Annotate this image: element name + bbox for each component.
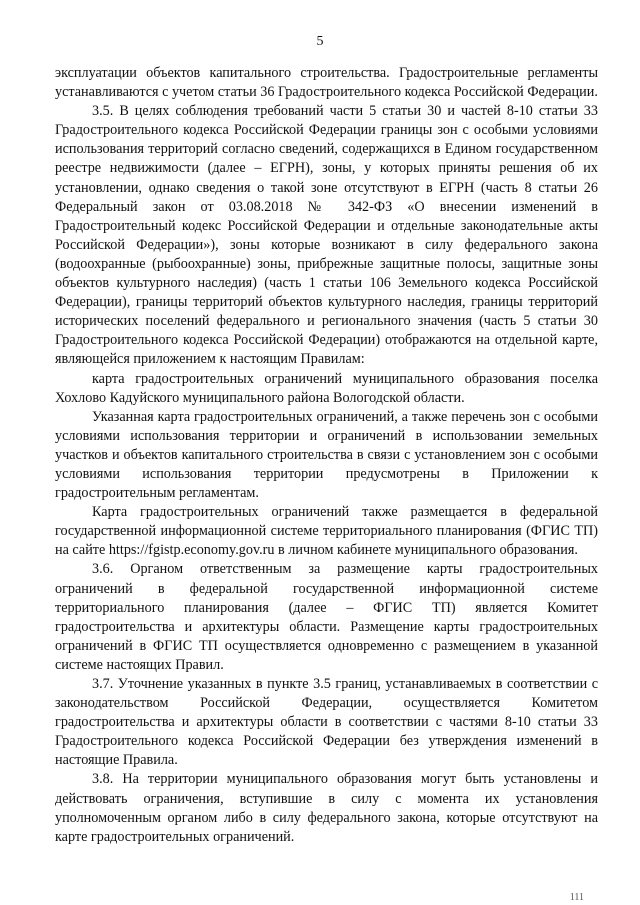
paragraph-map-description: Указанная карта градостроительных ограничений, а также перечень зон с особыми условиями использования территории и ограничений в использовании земельных участков и объектов капитального строительства в связи с установлением зон с особыми условиями использования территории предусмотрены в Приложении к градостроительным регламентам.	[55, 408, 598, 502]
paragraph-map-title: карта градостроительных ограничений муниципального образования поселка Хохлово Кадуйского муниципального района Вологодской области.	[55, 370, 598, 406]
footer-mark: 111	[569, 892, 584, 903]
paragraph-map-fgis: Карта градостроительных ограничений также размещается в федеральной государственной информационной системе территориального планирования (ФГИС ТП) на сайте https://fgistp.economy.gov.ru в личном кабинете муниципального образования.	[55, 504, 598, 559]
document-body	[55, 64, 598, 847]
paragraph-3-8: 3.8. На территории муниципального образования могут быть установлены и действовать ограничения, вступившие в силу с момента их установления уполномоченным органом либо в силу федерального закона, которые отсутствуют на карте градостроительных ограничений.	[55, 771, 598, 845]
paragraph-3-6: 3.6. Органом ответственным за размещение карты градостроительных ограничений в федеральной государственной информационной системе территориального планирования (далее – ФГИС ТП) является Комитет градостроительства и архитектуры области. Размещение карты градостроительных ограничений в ФГИС ТП осуществляется одновременно с размещением в указанной системе настоящих Правил.	[55, 561, 598, 673]
paragraph-3-7: 3.7. Уточнение указанных в пункте 3.5 границ, устанавливаемых в соответствии с законодательством Российской Федерации, осуществляется Комитетом градостроительства и архитектуры области в соответствии с частями 8-10 статьи 33 Градостроительного кодекса Российской Федерации без утверждения изменений в настоящие Правила.	[55, 676, 598, 769]
page-number: 5	[316, 34, 324, 49]
paragraph-continuation: эксплуатации объектов капитального строительства. Градостроительные регламенты устанавливаются с учетом статьи 36 Градостроительного кодекса Российской Федерации.	[55, 65, 598, 101]
paragraph-3-5: 3.5. В целях соблюдения требований части 5 статьи 30 и частей 8-10 статьи 33 Градостроительного кодекса Российской Федерации границы зон с особыми условиями использования территорий согласно сведений, содержащихся в Едином государственном реестре недвижимости (далее – ЕГРН), зоны, у которых приняты решения об их установлении, однако сведения о такой зоне отсутствуют в ЕГРН (часть 8 статьи 26 Федеральный закон от 03.08.2018 № 342-ФЗ «О внесении изменений в Градостроительный кодекс Российской Федерации и отдельные законодательные акты Российской Федерации»), зоны которые возникают в силу федерального закона (водоохранные (рыбоохранные) зоны, прибрежные защитные полосы, защитные зоны объектов культурного наследия) (часть 1 статьи 106 Земельного кодекса Российской Федерации), границы территорий объектов культурного наследия, границы территорий исторических поселений федерального и регионального значения (часть 5 статьи 30 Градостроительного кодекса Российской Федерации) отображаются на отдельной карте, являющейся приложением к настоящим Правилам:	[55, 103, 598, 368]
